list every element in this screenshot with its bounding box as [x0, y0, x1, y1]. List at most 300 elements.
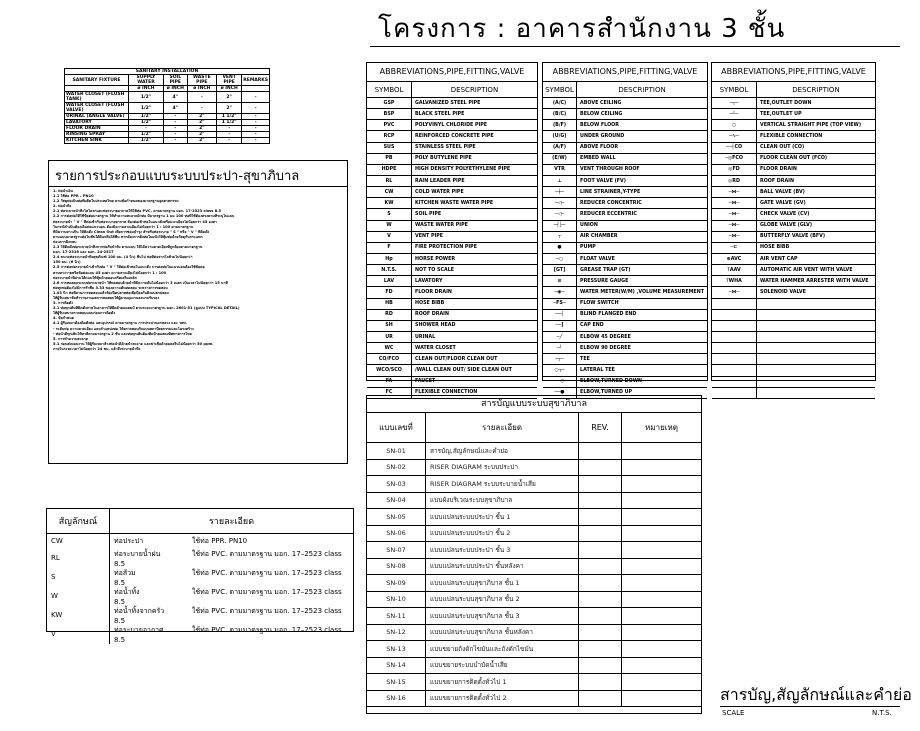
description-cell: REINFORCED CONCRETE PIPE — [412, 131, 538, 142]
symbol-cell: WC — [367, 343, 412, 354]
sanitary-cell: - — [163, 114, 187, 120]
description-cell: POLY BUTYLENE PIPE — [412, 153, 538, 164]
legend-row — [47, 568, 353, 587]
drawing-remark — [622, 459, 702, 476]
note-line: 2.2 การต่อท่อให้ใช้ข้อต่อมาตรฐาน ให้ทำความสะอาดผิวท่อ มีมาตรฐาน 1 มม 100 ท่อที่ใช้ต้องตรงตามที่ระบุในแบบ — [53, 214, 235, 219]
symbol-cell: (B/F) — [543, 120, 577, 131]
description-cell: VERTICAL STRAIGHT PIPE (TOP VIEW) — [757, 120, 876, 131]
sanitary-subheader: ø INCH — [163, 86, 187, 92]
table-row — [543, 287, 707, 298]
symbol-cell: ─∿─ — [712, 131, 757, 142]
drawing-number: SN-07 — [367, 542, 426, 559]
drawing-number: SN-09 — [367, 575, 426, 592]
description-cell: URINAL — [412, 331, 538, 342]
drawing-row — [367, 608, 701, 625]
sanitary-cell: 2" — [187, 120, 216, 126]
symbol-cell: (A/F) — [543, 142, 577, 153]
note-line: ท่อทุกท่อต้องไม่มีการรั่วซึม 3.33 ของความดันทดสอบ ระหว่างการทดสอบ — [53, 285, 168, 290]
drawing-row — [367, 591, 701, 608]
table-row — [65, 92, 270, 103]
table-row — [543, 164, 707, 175]
sanitary-installation — [64, 68, 270, 144]
table-row — [712, 231, 875, 242]
note-line: 3. การติดตั้ง — [53, 301, 73, 306]
description-cell: CHECK VALVE (CV) — [757, 209, 876, 220]
drawing-detail: แบบแปลนระบบสุขาภิบาล ชั้น 3 — [426, 608, 579, 625]
description-cell: ELBOW,TURNED UP — [577, 387, 707, 398]
sanitary-cell: - — [217, 126, 242, 132]
table-row — [367, 365, 537, 376]
remarks-header: หมายเหตุ — [622, 413, 702, 443]
description-cell: BLACK STEEL PIPE — [412, 109, 538, 120]
drawing-remark — [622, 690, 702, 707]
legend-row — [47, 606, 353, 625]
symbol-cell: ─○ — [543, 253, 577, 264]
sanitary-cell: 2" — [217, 92, 242, 103]
table-row — [367, 287, 537, 298]
legend-row — [47, 549, 353, 568]
table-row — [543, 365, 707, 376]
symbol-cell: CO/FCO — [367, 354, 412, 365]
table-row — [712, 120, 875, 131]
description-cell: FOOT VALVE (FV) — [577, 175, 707, 186]
symbol-cell: ⊺AAV — [712, 265, 757, 276]
note-line: ตามแบบมาตรฐานท่อในชั้นใต้ดินหรือใต้พื้น หากต้องการฝังท่อในผนังให้หุ้มท่อด้วยวัสดุกันกระแทก — [53, 234, 203, 239]
drawing-revision — [579, 509, 622, 526]
description-cell — [757, 365, 876, 376]
description-cell: KITCHEN WASTE WATER PIPE — [412, 198, 538, 209]
table-row — [543, 220, 707, 231]
sheet-title: สารบัญ,สัญลักษณ์และคำย่อ — [720, 685, 912, 704]
symbol-cell: ◎FD — [712, 164, 757, 175]
sanitary-cell: - — [129, 126, 164, 132]
note-line: ท่อระบายน้ำ " V " ที่ต่อเข้ากับท่อระบายอากาศ ต้องต่อเข้าท่อในแนวตั้งหรือแนวเอียงไม่น้อยกว่า 45 องศา — [53, 219, 217, 224]
description-cell: WATER HAMMER ARRESTER WITH VALVE — [757, 276, 876, 287]
symbol-cell: ⊥ — [543, 175, 577, 186]
table-row — [712, 175, 875, 186]
drawing-row — [367, 525, 701, 542]
legend-code: V — [47, 625, 110, 644]
drawing-number: SN-03 — [367, 476, 426, 493]
sanitary-cell: - — [242, 138, 270, 144]
symbol-cell: ─┴─ — [712, 109, 757, 120]
description-cell: FLEXIBLE CONNECTION — [412, 387, 538, 398]
drawing-number: SN-14 — [367, 657, 426, 674]
legend-code: RL — [47, 549, 110, 568]
drawing-row — [367, 641, 701, 658]
drawing-detail: RISER DIAGRAM ระบบประปา — [426, 459, 579, 476]
description-cell: AIR VENT CAP — [757, 253, 876, 264]
description-cell: ELBOW,TURNED DOWN — [577, 376, 707, 387]
note-line: - ระดับท่อ ความลาดเอียง และตำแหน่งท่อ ให้ตรวจสอบกับแบบสถาปัตยกรรมและโครงสร้าง — [53, 326, 194, 331]
table-row — [712, 131, 875, 142]
note-line: ก่อนการฝังกลบ — [53, 239, 77, 244]
symbol-cell — [712, 354, 757, 365]
symbol-header: SYMBOL — [712, 82, 757, 98]
drawing-detail: แบบผังบริเวณระบบสุขาภิบาล — [426, 492, 579, 509]
abbreviations-table-3 — [711, 62, 876, 381]
description-cell: AUTOMATIC AIR VENT WITH VALVE — [757, 265, 876, 276]
symbol-cell: (U/G) — [543, 131, 577, 142]
legend-detail — [110, 606, 354, 625]
legend-code: KW — [47, 606, 110, 625]
legend-pipe-name: ท่อระบายอากาศ — [114, 625, 164, 634]
symbol-cell: ⊘ — [543, 276, 577, 287]
drawing-row — [367, 624, 701, 641]
table-row — [367, 354, 537, 365]
sanitary-cell: - — [163, 126, 187, 132]
drawing-number: SN-12 — [367, 624, 426, 641]
description-cell: TEE,OUTLET DOWN — [757, 98, 876, 109]
description-cell — [757, 387, 876, 398]
symbol-cell — [712, 365, 757, 376]
description-cell — [757, 298, 876, 309]
sanitary-cell: 2" — [187, 132, 216, 138]
symbol-cell: FA — [367, 376, 412, 387]
drawing-remark — [622, 492, 702, 509]
symbol-cell: ─⋈─ — [712, 198, 757, 209]
description-cell: POLYVINYL CHLORIDE PIPE — [412, 120, 538, 131]
symbol-cell: S — [367, 209, 412, 220]
table-row — [712, 187, 875, 198]
drawing-row — [367, 657, 701, 674]
drawing-remark — [622, 575, 702, 592]
abbreviations-heading: ABBREVIATIONS,PIPE,FITTING,VALVE — [712, 63, 875, 82]
sanitary-header: WASTE PIPE — [187, 75, 216, 86]
note-line: ให้ผู้รับเหมาตรวจสอบแบบก่อนการติดตั้ง — [53, 311, 115, 316]
project-title: โครงการ : อาคารสำนักงาน 3 ชั้น — [378, 14, 786, 44]
sanitary-cell: - — [217, 138, 242, 144]
description-cell: LAVATORY — [412, 276, 538, 287]
symbol-cell: HDPE — [367, 164, 412, 175]
note-line: ที่มีความยาวเกิน ให้ติดตั้ง Clean Out เพื่อการซ่อมบำรุง สำหรับท่อระบาย " S " หรือ " V " ที่ติดตั้ง — [53, 229, 210, 234]
symbol-cell: ─⋈─ — [712, 187, 757, 198]
description-cell: FLOW SWITCH — [577, 298, 707, 309]
legend-detail — [110, 568, 354, 587]
note-line: 5. การทำความสะอาด — [53, 336, 89, 341]
table-row — [543, 131, 707, 142]
table-row — [543, 153, 707, 164]
description-cell — [757, 309, 876, 320]
symbol-cell — [712, 320, 757, 331]
symbol-cell: ─FS─ — [543, 298, 577, 309]
symbol-cell — [712, 309, 757, 320]
abbreviations-table-1 — [366, 62, 538, 396]
description-cell: STAINLESS STEEL PIPE — [412, 142, 538, 153]
symbol-cell: VTR — [543, 164, 577, 175]
drawing-remark — [622, 641, 702, 658]
description-cell: FLEXIBLE CONNECTION — [757, 131, 876, 142]
symbol-cell: PVC — [367, 120, 412, 131]
symbol-cell: ──○ — [543, 376, 577, 387]
drawing-row — [367, 674, 701, 691]
description-cell: GLOBE VALVE (GLV) — [757, 220, 876, 231]
drawing-remark — [622, 558, 702, 575]
drawing-detail: แบบแปลนระบบสุขาภิบาล ชั้นหลังคา — [426, 624, 579, 641]
note-line: 2.5 การต่อท่อระบายน้ำเข้ากับท่อ " V " ให้ต่อเข้าท่อในแนวตั้ง การต่อท่อในแนวนอนต้องใช้ข้อต่อ — [53, 265, 205, 270]
legend-detail — [110, 625, 354, 644]
notes-heading: รายการประกอบแบบระบบประปา-สุขาภิบาล — [49, 161, 347, 187]
symbol-cell: ──┤ — [543, 309, 577, 320]
table-row — [543, 298, 707, 309]
symbol-cell: ─┼─ — [543, 187, 577, 198]
symbol-cell: ─⋈─ — [712, 287, 757, 298]
sanitary-subheader: ø INCH — [187, 86, 216, 92]
abbreviations-heading: ABBREVIATIONS,PIPE,FITTING,VALVE — [543, 63, 707, 82]
symbol-cell: ─┬─ — [712, 98, 757, 109]
table-row — [367, 220, 537, 231]
table-row — [367, 209, 537, 220]
note-line: สามทางวายหรือข้อต่อแบบ 45 องศา ความลาดเอียงไม่น้อยกว่า 1 : 100 — [53, 270, 167, 275]
drawing-number: SN-06 — [367, 525, 426, 542]
table-row — [543, 343, 707, 354]
scale-value: N.T.S. — [872, 709, 892, 717]
table-row — [367, 298, 537, 309]
legend-pipe-spec: ใช้ท่อ PVC. ตามมาตรฐาน มอก. 17–2523 class 8.5 — [114, 587, 342, 606]
table-row — [712, 164, 875, 175]
description-cell: COLD WATER PIPE — [412, 187, 538, 198]
table-row — [543, 198, 707, 209]
table-row — [543, 253, 707, 264]
drawing-number: SN-13 — [367, 641, 426, 658]
drawing-number: SN-10 — [367, 591, 426, 608]
description-cell: BALL VALVE (BV) — [757, 187, 876, 198]
legend-detail — [110, 549, 354, 568]
pipe-legend — [46, 508, 354, 644]
symbol-cell — [712, 387, 757, 398]
symbol-cell: LAV — [367, 276, 412, 287]
scale-label: SCALE — [722, 709, 745, 717]
description-cell: VENT PIPE — [412, 231, 538, 242]
drawing-detail: แบบแปลนระบบสุขาภิบาล ชั้น 2 — [426, 591, 579, 608]
table-row — [543, 209, 707, 220]
sanitary-header: REMARKS — [242, 75, 270, 86]
legend-detail-header: รายละเอียด — [110, 509, 354, 534]
note-line: มอก. 17-2516 และ มอก. 24-2517 — [53, 250, 114, 255]
description-cell: ELBOW 90 DEGREE — [577, 343, 707, 354]
legend-pipe-name: ท่อระบายน้ำฝน — [114, 549, 161, 558]
drawing-number: SN-16 — [367, 690, 426, 707]
legend-pipe-spec: ใช้ท่อ PPR. PN10 — [192, 536, 248, 545]
sanitary-cell: 2" — [187, 114, 216, 120]
sanitary-cell: KITCHEN SINK — [65, 138, 129, 144]
symbol-cell: UR — [367, 331, 412, 342]
table-row — [367, 98, 537, 109]
note-line: ในกรณีจำเป็นต้องเดินท่อแนวนอน ต้องมีความลาดเอียงไม่น้อยกว่า 1 : 100 ตามมาตรฐาน — [53, 224, 194, 229]
sanitary-cell: - — [242, 103, 270, 114]
legend-pipe-spec: ใช้ท่อ PVC. ตามมาตรฐาน มอก. 17–2523 class 8.5 — [114, 606, 342, 625]
legend-pipe-name: ท่อน้ำทิ้งจากครัว — [114, 606, 165, 615]
description-cell: TEE — [577, 354, 707, 365]
sanitary-cell: 1 1/2" — [217, 114, 242, 120]
table-row — [367, 153, 537, 164]
sanitary-cell: LAVATORY — [65, 120, 129, 126]
symbol-cell: FD — [367, 287, 412, 298]
table-row — [543, 265, 707, 276]
table-row — [367, 198, 537, 209]
sanitary-cell: 1/2" — [129, 138, 164, 144]
legend-pipe-name: ท่อน้ำทิ้ง — [114, 587, 140, 596]
description-cell: UNION — [577, 220, 707, 231]
description-cell: BELOW CEILING — [577, 109, 707, 120]
table-row — [712, 354, 875, 365]
description-cell: BELOW FLOOR — [577, 120, 707, 131]
symbol-cell: ──● — [543, 387, 577, 398]
drawing-detail: แบบแปลนระบบประปา ชั้น 3 — [426, 542, 579, 559]
note-line: 2.3 ให้ติดตั้งท่อระบายน้ำทิ้งจากท่อรับน้ำทิ้ง ตามแบบ ให้ได้ความลาดเอียงที่ถูกต้องตามมาตรฐาน — [53, 245, 203, 250]
sanitary-subheader: ø INCH — [129, 86, 164, 92]
drawing-detail: RISER DIAGRAM ระบบระบายน้ำเสีย — [426, 476, 579, 493]
table-row — [543, 187, 707, 198]
table-row — [712, 320, 875, 331]
description-cell: WATER CLOSET — [412, 343, 538, 354]
sanitary-header: SANITARY FIXTURE — [65, 75, 129, 86]
symbol-cell: SH — [367, 320, 412, 331]
drawing-revision — [579, 690, 622, 707]
sanitary-caption: SANITARY INSTALLATION — [65, 69, 270, 75]
symbol-cell — [712, 343, 757, 354]
drawing-detail: แบบแปลนระบบประปา ชั้น 2 — [426, 525, 579, 542]
symbol-cell: V — [367, 231, 412, 242]
table-row — [712, 265, 875, 276]
table-row — [543, 331, 707, 342]
table-row — [367, 309, 537, 320]
description-cell: HOSE BIBB — [757, 242, 876, 253]
symbol-cell: ─┘ — [543, 343, 577, 354]
sanitary-cell: - — [187, 92, 216, 103]
drawing-detail: แบบขยายการติดตั้งทั่วไป 1 — [426, 674, 579, 691]
description-cell: RAIN LEADER PIPE — [412, 175, 538, 186]
drawing-remark — [622, 525, 702, 542]
symbol-header: SYMBOL — [543, 82, 577, 98]
sanitary-cell: - — [163, 132, 187, 138]
note-line: ท่อระบายน้ำที่ผ่านใต้ถนนให้หุ้มด้วยคอนกรีตเสริมเหล็ก — [53, 275, 137, 280]
table-row — [367, 253, 537, 264]
table-row — [65, 103, 270, 114]
sanitary-header: SOIL PIPE — [163, 75, 187, 86]
symbol-cell: RL — [367, 175, 412, 186]
note-line: 1. ท่อน้ำเย็น — [53, 189, 73, 193]
description-cell: TEE,OUTLET UP — [757, 109, 876, 120]
drawing-index-heading: สารบัญแบบระบบสุขาภิบาล — [367, 396, 701, 413]
description-cell: FLOOR DRAIN — [412, 287, 538, 298]
drawing-revision — [579, 608, 622, 625]
drawing-detail: แบบแปลนระบบประปา ชั้น 1 — [426, 509, 579, 526]
description-cell: SOLENOID VALVE — [757, 287, 876, 298]
drawing-revision — [579, 443, 622, 460]
description-cell: BUTTERFLY VALVE (BFV) — [757, 231, 876, 242]
description-cell: HORSE POWER — [412, 253, 538, 264]
sanitary-cell: RINSING SPRAY — [65, 132, 129, 138]
drawing-remark — [622, 443, 702, 460]
symbol-cell — [712, 331, 757, 342]
table-row — [712, 242, 875, 253]
symbol-cell: (B/C) — [543, 109, 577, 120]
symbol-cell: ─◎FCO — [712, 153, 757, 164]
sanitary-cell: - — [217, 132, 242, 138]
table-row — [712, 331, 875, 342]
symbol-cell: ─◁─ — [543, 209, 577, 220]
table-row — [543, 231, 707, 242]
drawing-revision — [579, 674, 622, 691]
drawing-remark — [622, 674, 702, 691]
sanitary-cell: - — [242, 120, 270, 126]
description-cell: CLEAN OUT (CO) — [757, 142, 876, 153]
drawing-detail: สารบัญ,สัญลักษณ์และคำย่อ — [426, 443, 579, 460]
symbol-cell: PB — [367, 153, 412, 164]
drawing-revision — [579, 558, 622, 575]
sanitary-cell: - — [242, 126, 270, 132]
table-row — [712, 298, 875, 309]
table-row — [367, 331, 537, 342]
symbol-cell: Hp — [367, 253, 412, 264]
table-row — [367, 142, 537, 153]
sanitary-cell: FLOOR DRAIN — [65, 126, 129, 132]
table-row — [712, 142, 875, 153]
drawing-number: SN-01 — [367, 443, 426, 460]
table-row — [543, 276, 707, 287]
table-row — [367, 242, 537, 253]
drawing-row — [367, 509, 701, 526]
sanitary-cell: 1/2" — [129, 103, 164, 114]
symbol-cell: ⊺WHA — [712, 276, 757, 287]
drawing-remark — [622, 509, 702, 526]
drawing-detail-header: รายละเอียด — [426, 413, 579, 443]
symbol-cell: SUS — [367, 142, 412, 153]
symbol-cell: ⊕AVC — [712, 253, 757, 264]
drawing-row — [367, 542, 701, 559]
sanitary-header: SUPPLY WATER — [129, 75, 164, 86]
description-cell: GATE VALVE (GV) — [757, 198, 876, 209]
symbol-cell — [712, 298, 757, 309]
drawing-revision — [579, 459, 622, 476]
symbol-cell: ○┬─ — [543, 365, 577, 376]
legend-code: W — [47, 587, 110, 606]
symbol-cell: ─⋈─ — [712, 220, 757, 231]
table-row — [712, 276, 875, 287]
legend-row — [47, 587, 353, 606]
description-cell: SHOWER HEAD — [412, 320, 538, 331]
symbol-cell: (A/C) — [543, 98, 577, 109]
description-cell: WASTE WATER PIPE — [412, 220, 538, 231]
drawing-row — [367, 690, 701, 707]
table-row — [367, 320, 537, 331]
description-cell: LATERAL TEE — [577, 365, 707, 376]
sanitary-cell: 1 1/2" — [217, 120, 242, 126]
note-line: 3.1 ท่อทุกเส้นที่ติดตั้งภายในอาคารให้ยึดด้วยแคลมป์ ตามระยะมาตรฐาน มอก. 2601-51 (ดูแบบ TYPICAL DETAIL) — [53, 306, 240, 311]
drawing-revision — [579, 575, 622, 592]
note-line: - ท่อน้ำดีทุกเส้นให้ทาสีตามมาตรฐาน 2 ชั้น และท่อทุกเส้นต้องติดป้ายแสดงทิศทางการไหล — [53, 331, 192, 336]
description-cell: ELBOW 45 DEGREE — [577, 331, 707, 342]
note-line: 1.1 ใช้ท่อ PPR – PN10 — [53, 194, 94, 199]
drawing-revision — [579, 542, 622, 559]
description-header: DESCRIPTION — [577, 82, 707, 98]
sanitary-cell: - — [187, 103, 216, 114]
description-cell: FAUCET — [412, 376, 538, 387]
description-cell: VENT THROUGH ROOF — [577, 164, 707, 175]
symbol-cell: ◎RD — [712, 175, 757, 186]
symbol-cell: ┬ — [543, 231, 577, 242]
drawing-remark — [622, 542, 702, 559]
description-cell: ROOF DRAIN — [757, 175, 876, 186]
description-cell: FIRE PROTECTION PIPE — [412, 242, 538, 253]
symbol-cell: N.T.S. — [367, 265, 412, 276]
description-cell: NOT TO SCALE — [412, 265, 538, 276]
description-cell: FLOOR DRAIN — [757, 164, 876, 175]
drawing-number: SN-15 — [367, 674, 426, 691]
table-row — [367, 265, 537, 276]
drawing-revision — [579, 525, 622, 542]
